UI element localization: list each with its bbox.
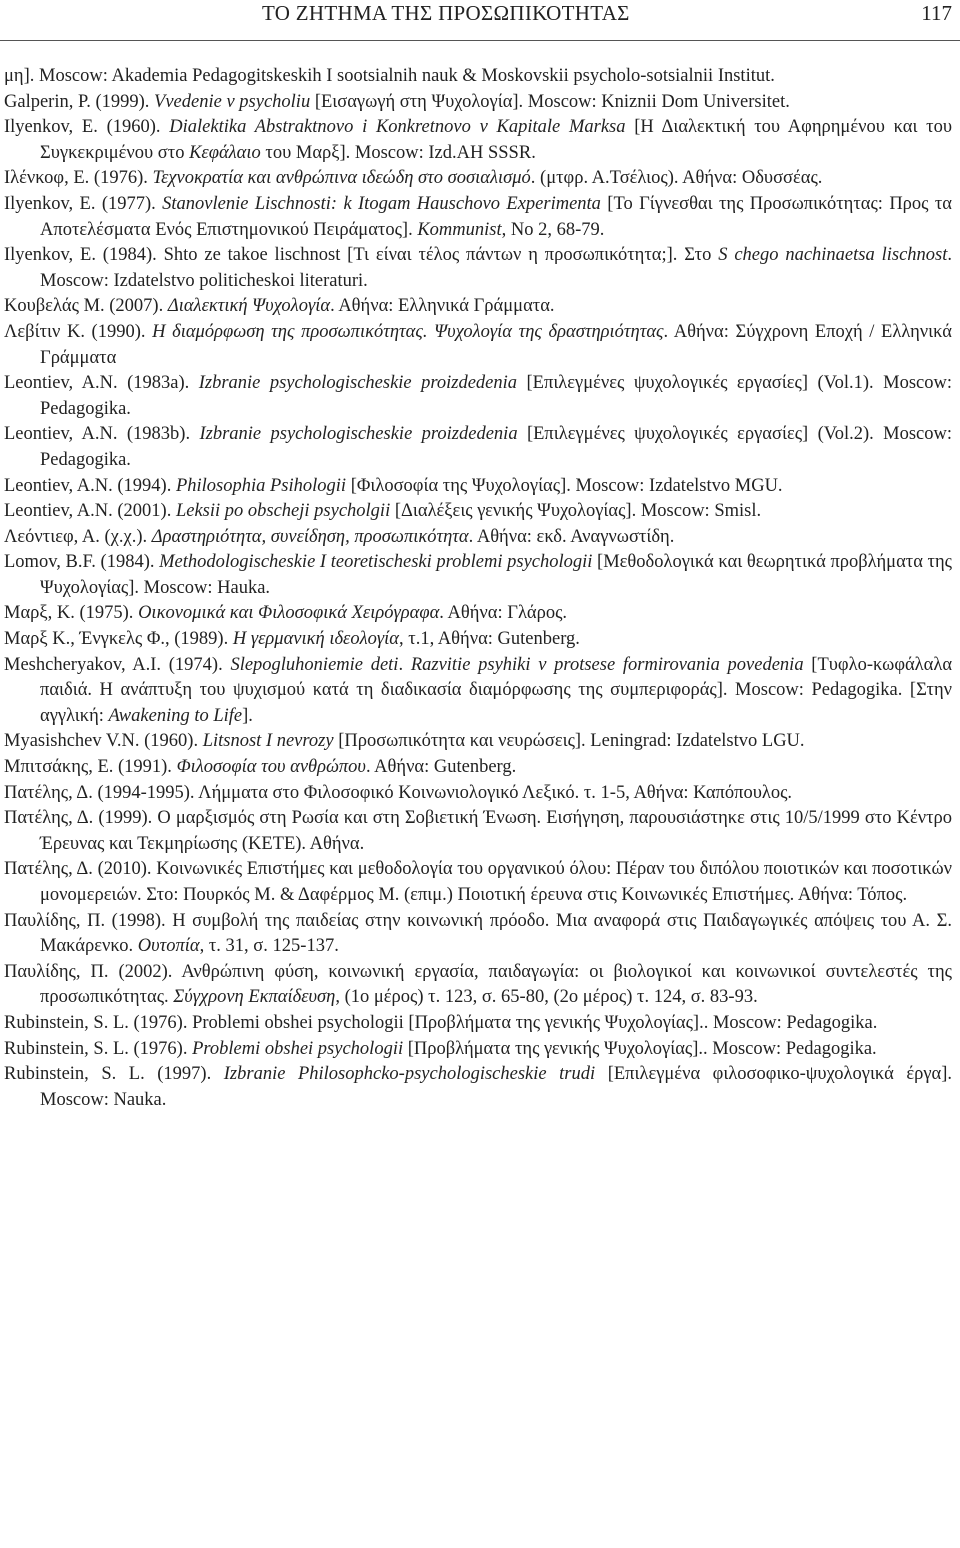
reference-text: Galperin, P. (1999).: [4, 91, 155, 112]
reference-text: [Το Γίγνεσθαι της Προσωπικότητας: Προς τα Αποτελέσματα Ενός Επιστημονικού Πειράματος].: [40, 193, 952, 240]
reference-entry: [4, 627, 952, 653]
running-title: ΤΟ ΖΗΤΗΜΑ ΤΗΣ ΠΡΟΣΩΠΙΚΟΤΗΤΑΣ: [262, 1, 630, 25]
reference-title-italic: Izbranie Philosophcko-psychologischeskie trudi: [223, 1064, 596, 1085]
reference-list: [4, 64, 952, 1113]
reference-text: Leontiev, A.N. (1983a).: [4, 373, 199, 394]
reference-title-italic: Problemi obshei psychologii: [192, 1038, 404, 1059]
reference-text: Παυλίδης, Π. (2002). Ανθρώπινη φύση, κοινωνική εργασία, παιδαγωγία: οι βιολογικοί και κοινωνικοί συντελεστές της προσωπικότητας.: [4, 961, 952, 1008]
reference-entry: [4, 550, 952, 601]
reference-entry: [4, 1062, 952, 1113]
reference-title-italic: Ουτοπία: [137, 936, 200, 957]
reference-title-italic: Δραστηριότητα, συνείδηση, προσωπικότητα: [151, 526, 469, 547]
reference-text: Πατέλης, Δ. (1994-1995). Λήμματα στο Φιλοσοφικό Κοινωνιολογικό Λεξικό. τ. 1-5, Αθήνα: Καπόπουλος.: [4, 782, 793, 803]
reference-entry: [4, 755, 952, 781]
reference-text: Rubinstein, S. L. (1976).: [4, 1038, 193, 1059]
reference-text: . (μτφρ. Α.Τσέλιος). Αθήνα: Οδυσσέας.: [530, 168, 823, 189]
reference-entry: [4, 653, 952, 730]
reference-text: [Επιλεγμένες ψυχολογικές εργασίες] (Vol.2). Moscow: Pedagogika.: [40, 424, 952, 470]
reference-text: Μπιτσάκης, Ε. (1991).: [4, 757, 177, 778]
reference-title-italic: Slepogluhoniemie deti: [230, 654, 399, 675]
reference-title-italic: Kommunist: [417, 219, 502, 240]
reference-text: Leontiev, A.N. (2001).: [4, 501, 176, 522]
reference-title-italic: Stanovlenie Lischnosti: k Itogam Hauschovo Experimenta: [162, 193, 601, 214]
reference-entry: [4, 960, 952, 1011]
reference-text: . Αθήνα: εκδ. Αναγνωστίδη.: [468, 526, 675, 547]
reference-title-italic: Σύγχρονη Εκπαίδευση: [173, 987, 336, 1008]
reference-entry: [4, 371, 952, 422]
reference-text: , τ. 31, σ. 125-137.: [199, 936, 339, 957]
reference-text: Ιλένκοφ, Ε. (1976).: [4, 168, 153, 189]
reference-title-italic: Razvitie psyhiki v protsese formirovania povedenia: [410, 654, 804, 675]
reference-entry: [4, 422, 952, 473]
reference-text: Μαρξ, Κ. (1975).: [4, 603, 139, 624]
reference-entry: [4, 1011, 952, 1037]
reference-text: . Αθήνα: Ελληνικά Γράμματα.: [330, 296, 555, 317]
reference-entry: [4, 781, 952, 807]
reference-text: του Μαρξ]. Moscow: Izd.AH SSSR.: [260, 142, 536, 163]
reference-entry: [4, 320, 952, 371]
reference-entry: [4, 166, 952, 192]
reference-text: . Αθήνα: Σύγχρονη Εποχή / Ελληνικά Γράμματα: [40, 321, 953, 368]
reference-text: Μαρξ Κ., Ένγκελς Φ., (1989).: [4, 629, 233, 650]
reference-title-italic: Izbranie psychologischeskie proizdedenia: [199, 424, 518, 445]
reference-text: Rubinstein, S. L. (1976). Problemi obshei psychologii [Προβλήματα της γενικής Ψυχολογίας].. Moscow: Pedagogika.: [4, 1012, 878, 1033]
reference-text: ].: [242, 705, 253, 726]
reference-text: Κουβελάς Μ. (2007).: [4, 296, 168, 317]
reference-entry: [4, 474, 952, 500]
reference-title-italic: Litsnost I nevrozy: [202, 731, 334, 752]
reference-entry: [4, 806, 952, 857]
reference-text: , (1ο μέρος) τ. 123, σ. 65-80, (2ο μέρος) τ. 124, σ. 83-93.: [335, 987, 758, 1008]
reference-text: . Moscow: Izdatelstvo politicheskoi literaturi.: [40, 245, 952, 291]
reference-title-italic: Διαλεκτική Ψυχολογία: [167, 296, 331, 317]
reference-text: [Η Διαλεκτική του Αφηρημένου και του Συγκεκριμένου στο: [40, 117, 953, 163]
reference-entry: [4, 857, 952, 908]
reference-entry: [4, 90, 952, 116]
reference-entry: [4, 499, 952, 525]
reference-text: [Διαλέξεις γενικής Ψυχολογίας]. Moscow: Smisl.: [390, 501, 762, 522]
reference-title-italic: Τεχνοκρατία και ανθρώπινα ιδεώδη στο σοσιαλισμό: [152, 168, 531, 189]
header-rule: [0, 40, 960, 41]
reference-text: , τ.1, Αθήνα: Gutenberg.: [399, 629, 580, 650]
reference-text: , No 2, 68-79.: [501, 219, 605, 240]
reference-text: μη]. Moscow: Akademia Pedagogitskeskih I sootsialnih nauk & Moskovskii psycholo-sotsialnii Institut.: [4, 66, 775, 86]
reference-entry: [4, 243, 952, 294]
reference-text: [Εισαγωγή στη Ψυχολογία]. Moscow: Kniznii Dom Universitet.: [310, 91, 790, 112]
reference-text: Meshcheryakov, A.I. (1974).: [4, 654, 231, 675]
reference-text: [Επιλεγμένα φιλοσοφικο-ψυχολογικά έργα]. Moscow: Nauka.: [40, 1064, 952, 1110]
reference-text: [Μεθοδολογικά και θεωρητικά προβλήματα της Ψυχολογίας]. Moscow: Hauka.: [40, 552, 952, 598]
reference-title-italic: Η διαμόρφωση της προσωπικότητας. Ψυχολογία της δραστηριότητας: [152, 321, 664, 342]
reference-entry: [4, 1037, 952, 1063]
reference-text: Ilyenkov, E. (1984). Shto ze takoe lischnost [Τι είναι τέλος πάντων η προσωπικότητα;]. Στο: [4, 245, 719, 266]
reference-text: Leontiev, A.N. (1983b).: [4, 424, 200, 445]
reference-text: [Φιλοσοφία της Ψυχολογίας]. Moscow: Izdatelstvo MGU.: [346, 475, 783, 496]
reference-title-italic: Dialektika Abstraktnovo i Konkretnovo v Kapitale Marksa: [169, 117, 626, 138]
reference-entry: [4, 192, 952, 243]
reference-title-italic: Η γερμανική ιδεολογία: [232, 629, 400, 650]
reference-entry: [4, 525, 952, 551]
reference-text: Ilyenkov, E. (1977).: [4, 193, 163, 214]
reference-entry: [4, 115, 952, 166]
reference-title-italic: Κεφάλαιο: [189, 142, 261, 163]
reference-title-italic: Leksii po obscheji psycholgii: [175, 501, 391, 522]
reference-text: [Προσωπικότητα και νευρώσεις]. Leningrad: Izdatelstvo LGU.: [333, 731, 805, 752]
reference-text: [Προβλήματα της γενικής Ψυχολογίας].. Moscow: Pedagogika.: [403, 1038, 877, 1059]
reference-title-italic: Philosophia Psihologii: [175, 475, 347, 496]
reference-title-italic: Vvedenie v psycholiu: [154, 91, 311, 112]
page-header: [0, 0, 960, 42]
reference-text: Πατέλης, Δ. (2010). Κοινωνικές Επιστήμες και μεθοδολογία του οργανικού όλου: Πέραν του διπόλου ποιοτικών και ποσοτικών μονομερειών. Στο: Πουρκός Μ. & Δαφέρμος Μ. (επιμ.) Ποιοτική έρευνα στις Κοινωνικές Επιστήμες. Αθήνα: Τόπος.: [4, 859, 952, 905]
reference-text: [Τυφλο-κωφάλαλα παιδιά. Η ανάπτυξη του ψυχισμού κατά τη διαδικασία διαμόρφωσης της συμπεριφοράς]. Moscow: Pedagogika. [Στην αγγλική:: [40, 654, 953, 726]
reference-entry: [4, 294, 952, 320]
reference-text: .: [398, 654, 411, 675]
reference-text: . Αθήνα: Γλάρος.: [439, 603, 568, 624]
reference-text: Ilyenkov, E. (1960).: [4, 117, 170, 138]
reference-title-italic: Οικονομικά και Φιλοσοφικά Χειρόγραφα: [138, 603, 440, 624]
reference-text: Λεόντιεφ, Α. (χ.χ.).: [4, 526, 152, 547]
reference-title-italic: Izbranie psychologischeskie proizdedenia: [198, 373, 518, 394]
reference-entry: [4, 601, 952, 627]
reference-text: Myasishchev V.N. (1960).: [4, 731, 203, 752]
reference-text: Λεβίτιν Κ. (1990).: [4, 321, 153, 342]
reference-text: . Αθήνα: Gutenberg.: [365, 757, 517, 778]
reference-text: Παυλίδης, Π. (1998). Η συμβολή της παιδείας στην κοινωνική πρόοδο. Μια αναφορά στις Παιδαγωγικές απόψεις του Α. Σ. Μακάρενκο.: [4, 910, 952, 957]
reference-text: Rubinstein, S. L. (1997).: [4, 1064, 224, 1085]
reference-text: [Επιλεγμένες ψυχολογικές εργασίες] (Vol.1). Moscow: Pedagogika.: [40, 373, 952, 419]
page-number: 117: [921, 1, 952, 25]
reference-title-italic: Methodologischeskie I teoretischeski problemi psychologii: [159, 552, 593, 573]
reference-entry: [4, 64, 952, 90]
reference-text: Lomov, B.F. (1984).: [4, 552, 160, 573]
reference-entry: [4, 909, 952, 960]
reference-title-italic: Φιλοσοφία του ανθρώπου: [176, 757, 366, 778]
reference-title-italic: S chego nachinaetsa lischnost: [718, 245, 948, 266]
reference-title-italic: Awakening to Life: [108, 705, 243, 726]
reference-text: Leontiev, A.N. (1994).: [4, 475, 176, 496]
reference-text: Πατέλης, Δ. (1999). Ο μαρξισμός στη Ρωσία και στη Σοβιετική Ένωση. Εισήγηση, παρουσιάστηκε στις 10/5/1999 στο Κέντρο Έρευνας και Τεκμηρίωσης (ΚΕΤΕ). Αθήνα.: [4, 808, 952, 854]
reference-entry: [4, 729, 952, 755]
